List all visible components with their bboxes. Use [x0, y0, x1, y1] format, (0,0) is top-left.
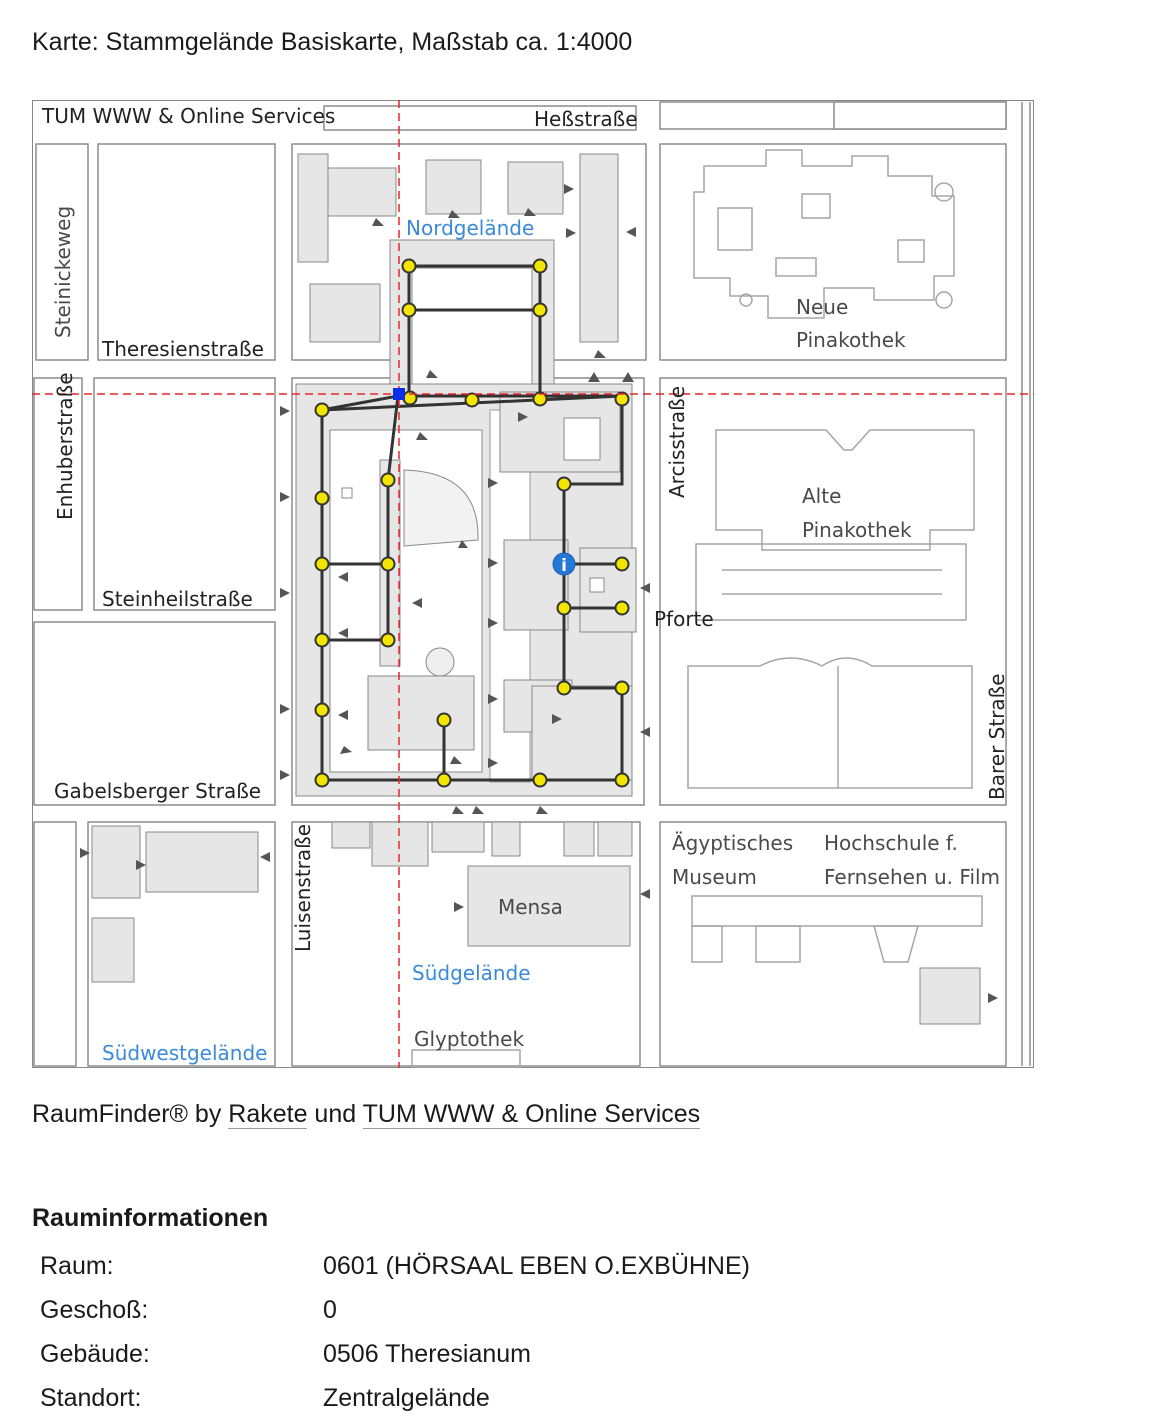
label-alte-pinakothek: Pinakothek [802, 518, 912, 542]
floor-label: Geschoß: [40, 1295, 149, 1324]
label-luisenstrasse: Luisenstraße [291, 823, 315, 952]
building-label: Gebäude: [40, 1339, 150, 1368]
campus-map[interactable] [32, 100, 1034, 1068]
table-row [40, 1244, 750, 1288]
floor-value: 0 [323, 1295, 337, 1324]
label-pforte: Pforte [654, 607, 714, 631]
label-steinheilstrasse: Steinheilstraße [102, 587, 253, 611]
rakete-link[interactable]: Rakete [228, 1100, 308, 1128]
label-barer-strasse: Barer Straße [985, 673, 1009, 800]
label-steinickeweg: Steinickeweg [51, 205, 75, 338]
svg-text:i: i [561, 556, 567, 576]
label-alte: Alte [802, 484, 842, 508]
room-info-heading: Rauminformationen [32, 1204, 269, 1232]
label-glyptothek: Glyptothek [414, 1027, 525, 1051]
label-suedwestgelaende: Südwestgelände [102, 1041, 268, 1065]
map-caption: Karte: Stammgelände Basiskarte, Maßstab ca. 1:4000 [32, 28, 633, 56]
label-neue-pinakothek: Pinakothek [796, 328, 906, 352]
label-nordgelaende: Nordgelände [406, 216, 535, 240]
label-arcisstrasse: Arcisstraße [665, 385, 689, 498]
credit-line [32, 1100, 700, 1129]
room-label: Raum: [40, 1251, 114, 1280]
table-row [40, 1376, 750, 1420]
location-value: Zentralgelände [323, 1383, 490, 1412]
label-suedgelaende: Südgelände [412, 961, 531, 985]
credit-middle: und [307, 1100, 363, 1128]
label-neue: Neue [796, 295, 849, 319]
round-structure [426, 648, 454, 676]
location-label: Standort: [40, 1383, 142, 1412]
building-value: 0506 Theresianum [323, 1339, 532, 1368]
small-structure [342, 488, 352, 498]
credit-prefix: RaumFinder® by [32, 1100, 229, 1128]
small-structure [590, 578, 604, 592]
label-enhuberstrasse: Enhuberstraße [53, 372, 77, 520]
label-aegyptisches: Ägyptisches [672, 831, 794, 855]
table-row [40, 1288, 750, 1332]
label-hochschule: Hochschule f. [824, 831, 958, 855]
label-mensa: Mensa [498, 895, 563, 919]
campus-map-svg[interactable] [32, 100, 1034, 1068]
label-gabelsberger: Gabelsberger Straße [54, 779, 262, 803]
label-hessstrasse: Heßstraße [534, 107, 638, 131]
label-tum-services: TUM WWW & Online Services [42, 104, 336, 128]
location-marker[interactable] [393, 388, 405, 400]
label-theresienstrasse: Theresienstraße [102, 337, 264, 361]
tum-services-link[interactable]: TUM WWW & Online Services [362, 1100, 701, 1128]
table-row [40, 1332, 750, 1376]
label-museum: Museum [672, 865, 757, 889]
label-fernsehen: Fernsehen u. Film [824, 865, 1001, 889]
room-value: 0601 (HÖRSAAL EBEN O.EXBÜHNE) [323, 1251, 750, 1280]
room-info-table [40, 1244, 750, 1420]
